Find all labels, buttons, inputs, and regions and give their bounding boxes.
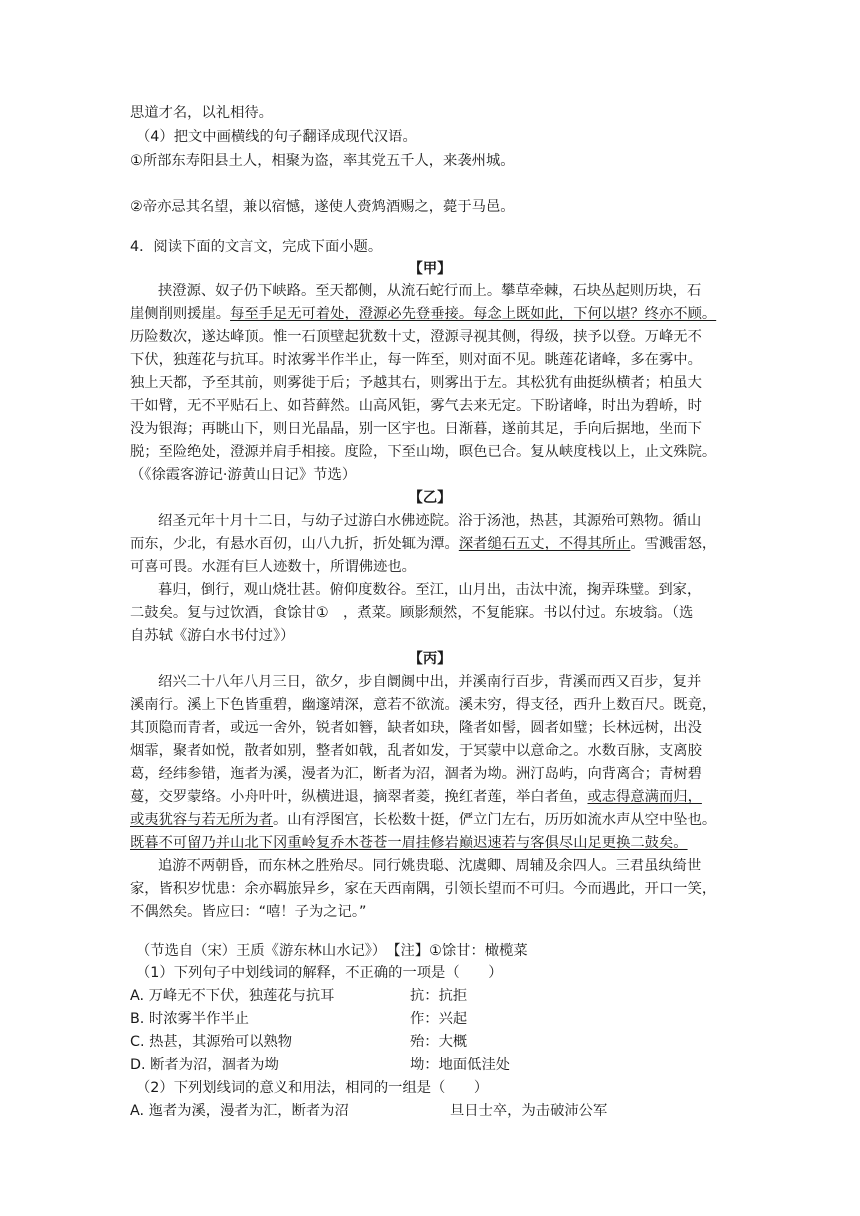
underlined-sentence: 既暮不可留乃并山北下冈重岭复乔木苍苍一眉挂修岩巅迟速若与客俱尽山足更换二鼓矣。 [130,835,688,851]
heading-bing: 【丙】 [408,651,452,667]
question-1-option-d: D. 断者为沼，涸者为坳 坳：地面低洼处 [130,1057,511,1073]
bing-line: 不偶然矣。皆应曰：“嘻！子为之记。” [130,904,367,920]
jia-line: 历险数次，遂达峰顶。惟一石顶壁起犹数十丈，澄源寻视其侧，得级，挟予以登。万峰无不 [130,329,702,345]
question-4-stem: （4）把文中画横线的句子翻译成现代汉语。 [136,129,417,145]
jia-line: 挟澄源、奴子仍下峡路。至天都侧，从流石蛇行而上。攀草牵棘，石块丛起则历块，石 [158,283,702,299]
question-1-option-c: C. 热甚，其源殆可以熟物 殆：大概 [130,1034,468,1050]
bing-line: 或夷犹容与若无所为者。山有浮图宫，长松数十挺，俨立门左右，历历如流水声从空中坠也。 [130,812,717,828]
yi-line: 绍圣元年十月十二日，与幼子过游白水佛迹院。浴于汤池，热甚，其源殆可熟物。循山 [158,513,702,529]
paragraph-line: 思道才名，以礼相待。 [130,105,273,121]
jia-line: 下伏，独莲花与抗耳。时浓雾半作半止，每一阵至，则对面不见。眺莲花诸峰，多在雾中。 [130,352,702,368]
bing-line: 溪南行。溪上下色皆重碧，幽邃靖深，意若不欲流。溪未穷，得支径，西升上数百尺。既竟， [130,697,717,713]
bing-line [130,832,688,854]
bing-line: 追游不两朝昏，而东林之胜殆尽。同行姚贵聪、沈虞卿、周辅及余四人。三君虽纨绮世 [158,858,702,874]
yi-line: 二鼓矣。复与过饮酒，食馀甘① ，煮菜。顾影颓然，不复能寐。书以付过。东坡翁。（选 [130,605,694,621]
jia-line: 没为银海；再眺山下，则日光晶晶，别一区宇也。日渐暮，遂前其足，手向后据地，坐而下 [130,421,702,437]
question-1-option-a: A. 万峰无不下伏，独莲花与抗耳 抗：抗拒 [130,988,468,1004]
bing-line: 绍兴二十八年八月三日，欲夕，步自阛阓中出，并溪南行百步，背溪而西又百步，复并 [158,674,702,690]
jia-line: 干如臂，无不平贴石上、如苔藓然。山高风钜，雾气去来无定。下盼诸峰，时出为碧峤，时 [130,398,702,414]
bing-line: 蔓，交罗蒙络。小舟叶叶，纵横进退，摘翠者菱，挽红者莲，举白者鱼，或志得意满而归， [130,789,702,805]
underlined-sentence: 深者缒石五丈，不得其所止 [458,536,631,552]
bing-line: 其顶隐而青者，或远一舍外，锐者如簪，缺者如玦，隆者如髻，圆者如璧；长林远树，出没 [130,720,702,736]
translation-item-2: ②帝亦忌其名望，兼以宿憾，遂使人赍鸩酒赐之，薨于马邑。 [130,199,515,215]
yi-line: 而东，少北，有悬水百仞，山八九折，折处辄为潭。深者缒石五丈，不得其所止。雪溅雷怒， [130,536,717,552]
yi-line: 可喜可畏。水涯有巨人迹数十，所谓佛迹也。 [130,559,416,575]
bing-line: 葛，经纬参错，迤者为溪，漫者为汇，断者为沼，涸者为坳。洲汀岛屿，向背离合；青树碧 [130,766,702,782]
bing-line: 烟霏，聚者如悦，散者如别，整者如戟，乱者如发，于冥蒙中以意命之。水数百脉，支离胶 [130,743,702,759]
yi-source: 自苏轼《游白水书付过》） [130,628,295,644]
question-2-option-a: A. 迤者为溪，漫者为汇，断者为沼 旦日士卒，为击破沛公军 [130,1103,608,1119]
jia-line: 脱；至险绝处，澄源并肩手相接。度险，下至山坳，暝色已合。复从峡度栈以上，止文殊院。 [130,444,717,460]
bing-line: 家，皆积岁忧患：余亦羁旅异乡，家在天西南隅，引领长望而不可归。今而遇此，开口一笑， [130,881,717,897]
translation-item-1: ①所部东寿阳县土人，相聚为盗，率其党五千人，来袭州城。 [130,153,515,169]
jia-line: 崖侧削则援崖。每至手足无可着处，澄源必先登垂接。每念上既如此，下何以堪？终亦不顾。 [130,306,717,322]
underlined-sentence: 每至手足无可着处，澄源必先登垂接。每念上既如此，下何以堪？终亦不顾。 [230,306,717,322]
section-4-title: 4．阅读下面的文言文，完成下面小题。 [130,239,383,255]
source-note: （节选自（宋）王质《游东林山水记》） 【注】①馀甘：橄榄菜 [136,943,528,959]
question-2-stem: （2）下列划线词的意义和用法，相同的一组是（ ） [136,1080,489,1096]
heading-jia: 【甲】 [408,261,452,277]
yi-line: 暮归，倒行，观山烧壮甚。俯仰度数谷。至江，山月出，击汰中流，掬弄珠璧。到家， [158,582,702,598]
question-1-option-b: B. 时浓雾半作半止 作：兴起 [130,1011,468,1027]
heading-yi: 【乙】 [408,490,452,506]
underlined-sentence: 或志得意满而归， [587,789,702,805]
question-1-stem: （1）下列句子中划线词的解释，不正确的一项是（ ） [136,965,503,981]
underlined-sentence: 或夷犹容与若无所为者 [130,812,273,828]
jia-source: （《徐霞客游记·游黄山日记》节选） [130,467,357,483]
jia-line: 独上天都，予至其前，则雾徙于后；予越其右，则雾出于左。其松犹有曲挺纵横者；柏虽大 [130,375,702,391]
